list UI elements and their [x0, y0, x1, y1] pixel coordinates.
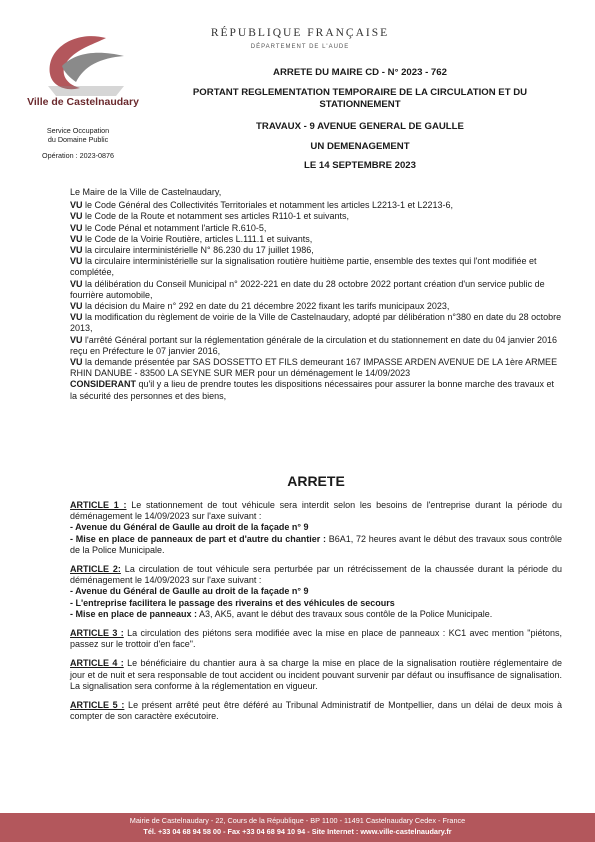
republic-heading: RÉPUBLIQUE FRANÇAISE [210, 27, 390, 39]
arrete-heading: ARRETE [287, 473, 345, 489]
article-text: Le stationnement de tout véhicule sera interdit selon les besoins de l'entreprise durant la période du déménagement le 14/09/2023 sur l'axe suivant : [70, 500, 562, 522]
footer-address: Mairie de Castelnaudary - 22, Cours de la République - BP 1100 - 11491 Castelnaudary Cedex - France [129, 816, 466, 825]
consideration-item: VU la délibération du Conseil Municipal n° 2022-221 en date du 28 octobre 2022 portant création d'un service public de fourrière automobile, [70, 278, 545, 300]
works-type: UN DEMENAGEMENT [310, 141, 410, 152]
consideration-item: VU la circulaire interministérielle sur la signalisation routière huitième partie, ensemble des textes qui l'ont modifiée et complétée, [70, 256, 537, 278]
consideration-item: VU l'arrêté Général portant sur la réglementation générale de la circulation et du stationnement en date du 04 janvier 2016 reçu en Préfecture le 07 janvier 2016, [70, 334, 558, 356]
department-heading: DÉPARTEMENT DE L'AUDE [250, 44, 350, 50]
article-label: ARTICLE 4 : [70, 658, 124, 669]
logo-city-name: Ville de Castelnaudary [27, 96, 139, 108]
article-label: ARTICLE 2: [70, 564, 121, 575]
article-label: ARTICLE 3 : [70, 628, 124, 639]
footer-contact: Tél. +33 04 68 94 58 00 - Fax +33 04 68 94 10 94 - Site Internet : www.ville-castelnaudary.fr [143, 827, 452, 836]
article-2 [70, 564, 562, 620]
consideration-item: VU le Code Général des Collectivités Territoriales et notamment les articles L2213-1 et L2213-6, [70, 200, 454, 211]
works-location: TRAVAUX - 9 AVENUE GENERAL DE GAULLE [256, 121, 464, 132]
consideration-item: VU la demande présentée par SAS DOSSETTO ET FILS demeurant 167 IMPASSE ARDEN AVENUE DE LA 1ère ARMEE RHIN DANUBE - 83500 LA SEYNE SUR MER pour un déménagement le 14/09/2023 [70, 357, 558, 379]
operation-number: Opération : 2023-0876 [42, 151, 114, 160]
article-line-bold: - Mise en place de panneaux de part et d'autre du chantier : [70, 533, 327, 544]
consideration-item: VU le Code de la Voirie Routière, articles L.111.1 et suivants, [70, 233, 313, 244]
article-line-bold: - L'entreprise facilitera le passage des riverains et des véhicules de secours [70, 597, 395, 608]
decree-date: LE 14 SEPTEMBRE 2023 [304, 160, 416, 171]
article-line-bold: - Avenue du Général de Gaulle au droit de la façade n° 9 [70, 522, 309, 533]
decree-number: ARRETE DU MAIRE CD - N° 2023 - 762 [273, 67, 447, 78]
consideration-item: VU la décision du Maire n° 292 en date du 21 décembre 2022 fixant les tarifs municipaux 2023, [70, 301, 450, 312]
article-3 [70, 628, 562, 650]
article-text: La circulation des piétons sera modifiée avec la mise en place de panneaux : KC1 avec mention "piétons, passez sur le trottoir d'en face". [70, 628, 562, 650]
consideration-item: CONSIDERANT qu'il y a lieu de prendre toutes les dispositions nécessaires pour assurer la bonne marche des travaux et la sécurité des personnes et des biens, [70, 379, 554, 401]
article-4 [70, 658, 562, 692]
article-1 [70, 500, 562, 556]
article-label: ARTICLE 1 : [70, 500, 127, 510]
article-text: Le présent arrêté peut être déféré au Tribunal Administratif de Montpellier, dans un délai de deux mois à compter de son caractère exécutoire. [70, 700, 562, 722]
consideration-item: VU le Code de la Route et notamment ses articles R110-1 et suivants, [70, 211, 349, 222]
article-line-text: A3, AK5, avant le début des travaux sous contôle de la Police Municipale. [197, 608, 493, 619]
considerations-block [70, 187, 562, 402]
consideration-item: VU le Code Pénal et notamment l'article R.610-5, [70, 222, 267, 233]
article-text: La circulation de tout véhicule sera perturbée par un rétrécissement de la chaussée durant la période du déménagement le 14/09/2023 sur l'axe suivant : [70, 564, 562, 586]
intro-text: Le Maire de la Ville de Castelnaudary, [70, 187, 222, 197]
article-line-bold: - Avenue du Général de Gaulle au droit de la façade n° 9 [70, 586, 309, 597]
article-line-text: B6A1, 72 heures avant le début des travaux sous contrôle de la Police Municipale. [70, 533, 563, 555]
article-line-bold: - Mise en place de panneaux : [70, 608, 198, 619]
decree-subject-line2: STATIONNEMENT [319, 99, 401, 110]
article-text: Le bénéficiaire du chantier aura à sa charge la mise en place de la signalisation routière réglementaire de jour et de nuit et sera responsable de tout accident ou incident pouvant survenir par défaut ou insuffisance de signalisation. La signalisation sera conforme à la réglementation en vigueur. [70, 658, 562, 691]
service-line: du Domaine Public [47, 135, 109, 145]
service-line: Service Occupation [46, 126, 110, 135]
consideration-item: VU la circulaire interministérielle N° 86.230 du 17 juillet 1986, [70, 245, 314, 256]
articles-block [70, 500, 562, 730]
consideration-item: VU la modification du règlement de voirie de la Ville de Castelnaudary, adopté par délibération n°380 en date du 28 octobre 2013, [70, 312, 562, 334]
service-label [18, 126, 138, 145]
article-label: ARTICLE 5 : [70, 700, 125, 711]
decree-subject-line1: PORTANT REGLEMENTATION TEMPORAIRE DE LA CIRCULATION ET DU [192, 87, 528, 98]
article-5 [70, 700, 562, 722]
